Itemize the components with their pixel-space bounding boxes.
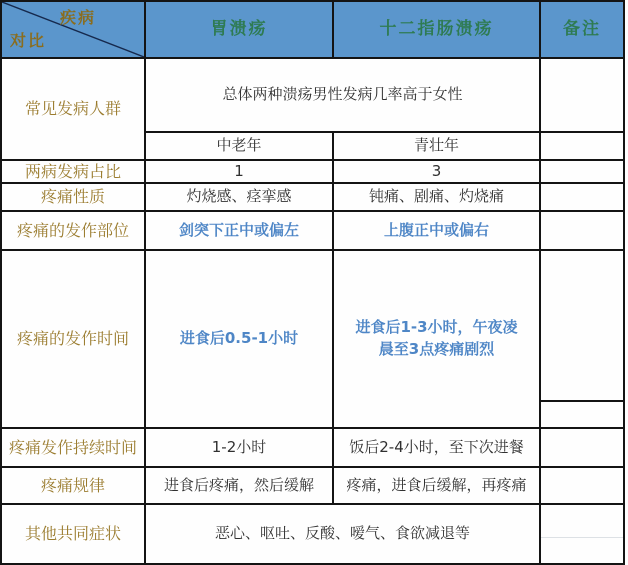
remark-empty-cell	[541, 505, 623, 563]
cell-pattern-gastric: 进食后疼痛，然后缓解	[146, 468, 332, 503]
row-label-population: 常见发病人群	[2, 59, 144, 159]
cell-population-gastric: 中老年	[146, 133, 332, 159]
remark-empty-cell	[541, 468, 623, 503]
row-label-pain-nature: 疼痛性质	[2, 184, 144, 210]
cell-common-symptoms-merged: 恶心、呕吐、反酸、嗳气、食欲减退等	[146, 505, 539, 563]
remark-empty-cell	[541, 212, 623, 249]
remark-empty-cell	[541, 184, 623, 210]
row-label-ratio: 两病发病占比	[2, 161, 144, 182]
cell-nature-duodenal: 钝痛、剧痛、灼烧痛	[334, 184, 539, 210]
faint-divider	[541, 505, 623, 538]
remark-empty-cell	[541, 161, 623, 182]
corner-label-disease: 疾病	[60, 8, 97, 27]
cell-onset-time-duodenal: 进食后1-3小时，午夜凌晨至3点疼痛剧烈	[334, 251, 539, 427]
row-label-pattern: 疼痛规律	[2, 468, 144, 503]
cell-population-remark	[541, 59, 623, 131]
cell-pattern-duodenal: 疼痛，进食后缓解，再疼痛	[334, 468, 539, 503]
remark-empty-cell	[541, 402, 623, 427]
cell-onset-time-gastric: 进食后0.5-1小时	[146, 251, 332, 427]
corner-header-cell	[2, 2, 144, 57]
cell-ratio-duodenal: 3	[334, 161, 539, 182]
cell-duration-gastric: 1-2小时	[146, 429, 332, 466]
row-label-duration: 疼痛发作持续时间	[2, 429, 144, 466]
cell-population-merged: 总体两种溃疡男性发病几率高于女性	[146, 59, 539, 131]
cell-nature-gastric: 灼烧感、痉挛感	[146, 184, 332, 210]
cell-duration-duodenal: 饭后2-4小时，至下次进餐	[334, 429, 539, 466]
column-header-gastric-ulcer: 胃溃疡	[146, 2, 332, 57]
cell-population-duodenal: 青壮年	[334, 133, 539, 159]
column-header-remark: 备注	[541, 2, 623, 57]
remark-empty-cell	[541, 133, 623, 159]
remark-empty-cell	[541, 429, 623, 466]
column-header-duodenal-ulcer: 十二指肠溃疡	[334, 2, 539, 57]
remark-empty-cell	[541, 251, 623, 400]
cell-ratio-gastric: 1	[146, 161, 332, 182]
cell-location-duodenal: 上腹正中或偏右	[334, 212, 539, 249]
row-label-common-symptoms: 其他共同症状	[2, 505, 144, 563]
cell-location-gastric: 剑突下正中或偏左	[146, 212, 332, 249]
row-label-onset-time: 疼痛的发作时间	[2, 251, 144, 427]
corner-label-compare: 对比	[10, 30, 47, 50]
row-label-pain-location: 疼痛的发作部位	[2, 212, 144, 249]
